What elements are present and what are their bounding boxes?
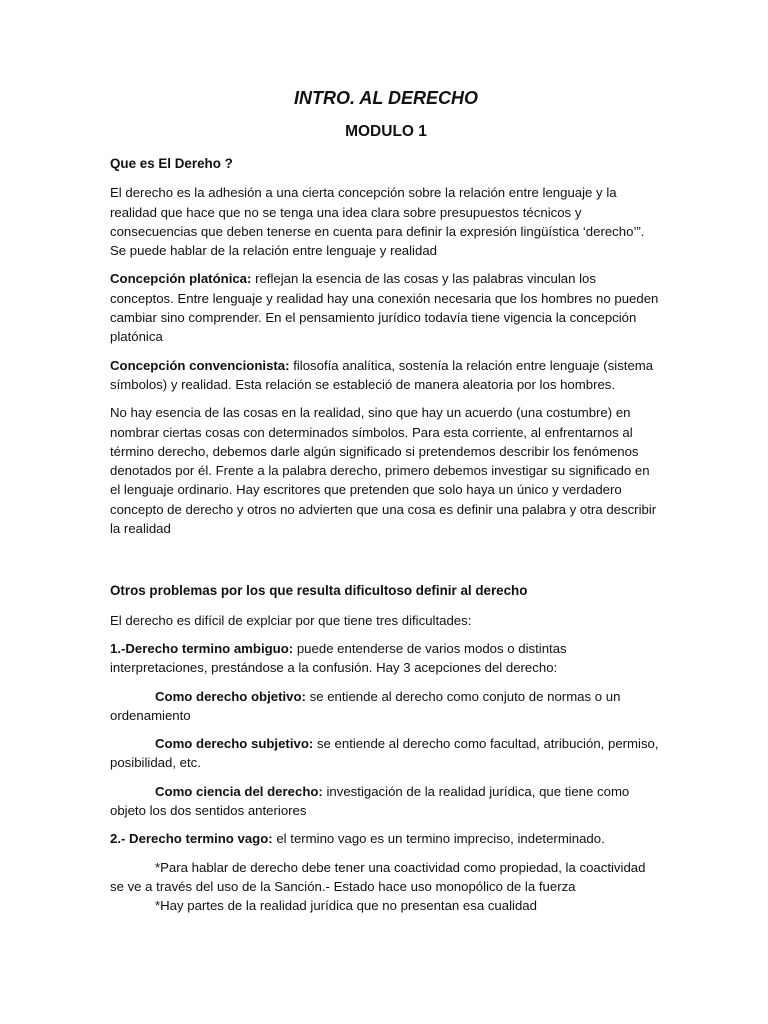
text-termino-vago: el termino vago es un termino impreciso, indeterminado. xyxy=(272,831,605,847)
paragraph-ciencia-del-derecho xyxy=(110,782,662,821)
term-derecho-subjetivo: Como derecho subjetivo: xyxy=(155,736,314,752)
text-derecho-subjetivo: se entiende al derecho como facultad, atribución, permiso, posibilidad, etc. xyxy=(110,736,659,771)
paragraph-esencia: No hay esencia de las cosas en la realidad, sino que hay un acuerdo (una costumbre) en nombrar ciertas cosas con determinados símbolos. Para esta corriente, al enfrentarnos al término derecho, debemos darle algún significado si pretendemos describir los fenómenos denotados por él. Frente a la palabra derecho, primero debemos investigar su significado en el lenguaje ordinario. Hay escritores que pretenden que solo haya un único y verdadero concepto de derecho y otros no advierten que una cosa es definir una palabra y otra describir la realidad xyxy=(110,405,657,537)
document-body xyxy=(110,86,662,916)
paragraph-dificultades-intro: El derecho es difícil de explciar por que tiene tres dificultades: xyxy=(110,612,472,628)
section-heading-otros-problemas: Otros problemas por los que resulta dificultoso definir al derecho xyxy=(110,583,528,599)
section-heading-que-es: Que es El Dereho ? xyxy=(110,156,233,171)
term-termino-vago: 2.- Derecho termino vago: xyxy=(110,831,273,847)
note-realidad-juridica: *Hay partes de la realidad jurídica que no presentan esa cualidad xyxy=(155,898,537,914)
spacer xyxy=(110,547,662,581)
term-concepcion-platonica: Concepción platónica: xyxy=(110,271,252,287)
paragraph-definition: El derecho es la adhesión a una cierta concepción sobre la relación entre lenguaje y la realidad que hace que no se tenga una idea clara sobre presupuestos técnicos y consecuencias que deben tenerse en cuenta para definir la expresión lingüística ‘derecho’”. Se puede hablar de la relación entre lenguaje y realidad xyxy=(110,185,645,259)
text-concepcion-convencionista: filosofía analítica, sostenía la relación entre lenguaje (sistema símbolos) y realidad. Esta relación se estableció de manera aleatoria por los hombres. xyxy=(110,357,654,392)
text-concepcion-platonica: reflejan la esencia de las cosas y las palabras vinculan los conceptos. Entre lenguaje y realidad hay una conexión necesaria que los hombres no pueden cambiar sino comprender. En el pensamiento jurídico todavía tiene vigencia la concepción platónica xyxy=(110,271,659,345)
term-concepcion-convencionista: Concepción convencionista: xyxy=(110,357,290,373)
text-termino-ambiguo: puede entenderse de varios modos o distintas interpretaciones, prestándose a la confusión. Hay 3 acepciones del derecho: xyxy=(110,640,567,676)
term-termino-ambiguo: 1.-Derecho termino ambiguo: xyxy=(110,640,294,656)
text-derecho-objetivo: se entiende al derecho como conjuto de normas o un ordenamiento xyxy=(110,688,621,723)
document-subtitle: MODULO 1 xyxy=(345,123,427,140)
document-title: INTRO. AL DERECHO xyxy=(293,88,478,108)
paragraph-concepcion-platonica xyxy=(110,269,662,346)
paragraph-derecho-subjetivo xyxy=(110,734,662,773)
term-derecho-objetivo: Como derecho objetivo: xyxy=(155,688,306,704)
paragraph-termino-vago xyxy=(110,829,662,848)
text-ciencia-del-derecho: investigación de la realidad jurídica, que tiene como objeto los dos sentidos anteriores xyxy=(110,783,630,819)
term-ciencia-del-derecho: Como ciencia del derecho: xyxy=(155,783,323,799)
paragraph-concepcion-convencionista xyxy=(110,356,662,395)
paragraph-termino-ambiguo xyxy=(110,639,662,678)
note-coactividad: *Para hablar de derecho debe tener una coactividad como propiedad, la coactividad se ve a través del uso de la Sanción.- Estado hace uso monopólico de la fuerza xyxy=(110,859,646,894)
paragraph-derecho-objetivo xyxy=(110,687,662,726)
